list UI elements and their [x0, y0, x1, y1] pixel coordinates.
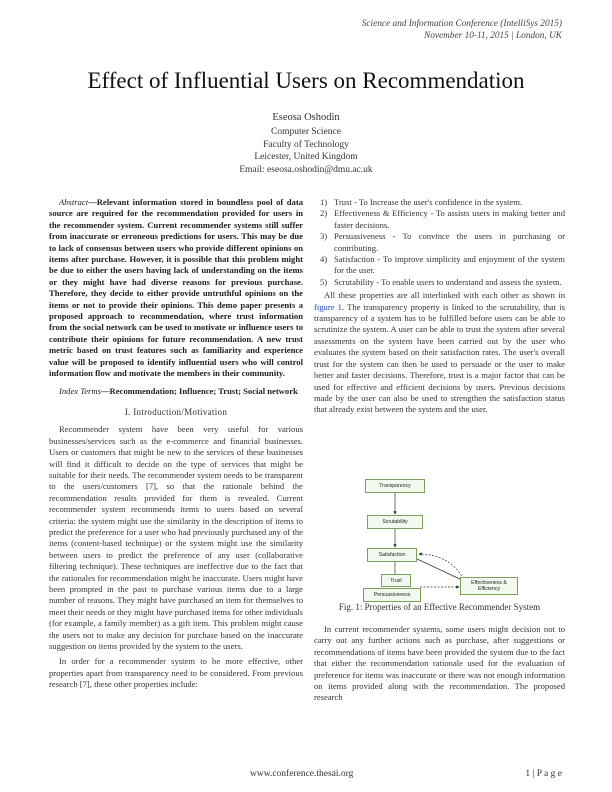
intro-paragraph-1: Recommender system have been very useful for various businesses/services such as the e-commerce and financial businesses. Users or customers that might be new to the services of these businesses will find it difficult to decide on the type of services that might be suitable for their needs. The recommender system needs to be transparent to the users/customers [7], so that the rationale behind the recommendation results provided for them is revealed. Current recommender system recommends items to users based on several criteria: the system might use the similarity in the description of items to predict the preference for a user who had previously purchased any of the items (content-based technique) or the system might use the similarity between users to predict the preference of any user (collaborative filtering technique). These techniques are ineffective due to the fact that the rationales for recommendation might be inaccurate. Users might have been prompted in the past to purchase various items due to a large number of reasons. They might have purchased an item for themselves to meet their needs or they might have purchased items for other individuals (for example, a family member) as a gift item. This problem might cause the users not to make any decision for purchase based on the inaccurate suggestion on items provided by the system to the users.	[49, 424, 303, 652]
right-paragraph-1: All these properties are all interlinked with each other as shown in figure 1. The transparency property is linked to the scrutability, that is transparency of a system has to be fulfilled before users can be able to scrutinize the system. A user can be able to trust the system after several assessments on the system have been carried out by the user who evaluates the system based on their satisfaction rates. The user's overall trust for the system can then be used to persuade or the user to make better and faster decisions. Therefore, trust is a major factor that can be used for effective and efficient decisions by users. Previous decisions made by the user can also be used to strengthen the satisfaction status that already exist between the system and the user.	[314, 290, 566, 415]
author-name: Eseosa Oshodin	[272, 112, 340, 123]
author-faculty: Faculty of Technology	[263, 139, 349, 150]
node-satisfaction: Satisfaction	[367, 548, 417, 562]
page-number: 1 | P a g e	[525, 769, 562, 779]
author-location: Leicester, United Kingdom	[254, 152, 358, 163]
index-terms-label: Index Terms	[59, 385, 101, 396]
abstract	[49, 197, 303, 380]
list-item: 2) Effectiveness & Efficiency - To assists users in making better and faster decisions.	[320, 208, 565, 230]
index-terms-text: —Recommendation; Influence; Trust; Social network	[100, 385, 298, 396]
list-item: 3) Persuasiveness - To convince the users in purchasing or contributing.	[320, 231, 565, 253]
node-trust: Trust	[381, 574, 411, 587]
figure-1	[355, 470, 521, 600]
abstract-text: —Relevant information stored in boundless pool of data source are required for the recommendation provided for users in the recommender system. Current recommender systems still suffer from inaccurate or erroneous predictions for users. This may be due to lack of consensus between users who provide different opinions on items after purchase. However, it is possible that this problem might be due to either the users having lack of understanding on the items or they might have had diverse reasons for previous purchase. Therefore, they decide to either provide untruthful opinions on the items or not to provide their opinions. This demo paper presents a proposed approach to recommendation, where trust information from the social network can be used to motivate or influence users to contribute their opinions for future recommendation. A new trust metric based on trust features such as familiarity and experience value will be proposed to identify influential users who will control information flow and motivate the members in their community.	[49, 197, 303, 379]
right-column	[314, 197, 565, 416]
paper-title: Effect of Influential Users on Recommendation	[87, 68, 525, 93]
list-item: 1) Trust - To Increase the user's confidence in the system.	[320, 197, 523, 207]
footer-url[interactable]: www.conference.thesai.org	[250, 769, 354, 779]
author-department: Computer Science	[271, 127, 341, 138]
left-column	[49, 197, 303, 691]
node-persuasiveness: Persuasiveness	[363, 588, 421, 602]
properties-list	[320, 197, 565, 288]
figure-caption: Fig. 1: Properties of an Effective Recommender System	[338, 602, 541, 612]
node-scrutability: Scrutability	[367, 515, 423, 529]
abstract-label: Abstract	[59, 197, 89, 207]
figure-link[interactable]: figure 1	[314, 301, 342, 312]
arrow-effectiveness-satisfaction	[419, 554, 465, 582]
right-paragraph-2: In current recommender systems, some users might decision not to carry out any further actions such as purchase, after suggestions or recommendations of items have been provided the system due to the fact that either the recommendation rationale used for the evaluation of preference for items was inaccurate or there was not enough information on items provided along with the recommendation. The proposed research	[314, 624, 565, 703]
list-item: 5) Scrutability - To enable users to understand and assess the system.	[320, 276, 562, 287]
conference-header	[362, 18, 562, 42]
node-effectiveness: Effectiveness & Efficiency	[460, 577, 518, 595]
index-terms	[49, 386, 303, 397]
right-column-lower	[314, 624, 565, 704]
list-item: 4) Satisfaction - To improve simplicity and enjoyment of the system for the user.	[320, 254, 565, 276]
intro-paragraph-2: In order for a recommender system to be more effective, other properties apart from transparency need to be considered. From previous research [7], these other properties include:	[49, 656, 303, 690]
section-heading: I. Introduction/Motivation	[124, 406, 228, 417]
author-email: Email: eseosa.oshodin@dmu.ac.uk	[239, 164, 373, 175]
conference-name: Science and Information Conference (IntelliSys 2015)	[361, 19, 562, 29]
author-block	[0, 112, 612, 176]
node-transparency: Transparency	[365, 479, 425, 493]
conference-date-location: November 10-11, 2015 | London, UK	[424, 31, 562, 41]
